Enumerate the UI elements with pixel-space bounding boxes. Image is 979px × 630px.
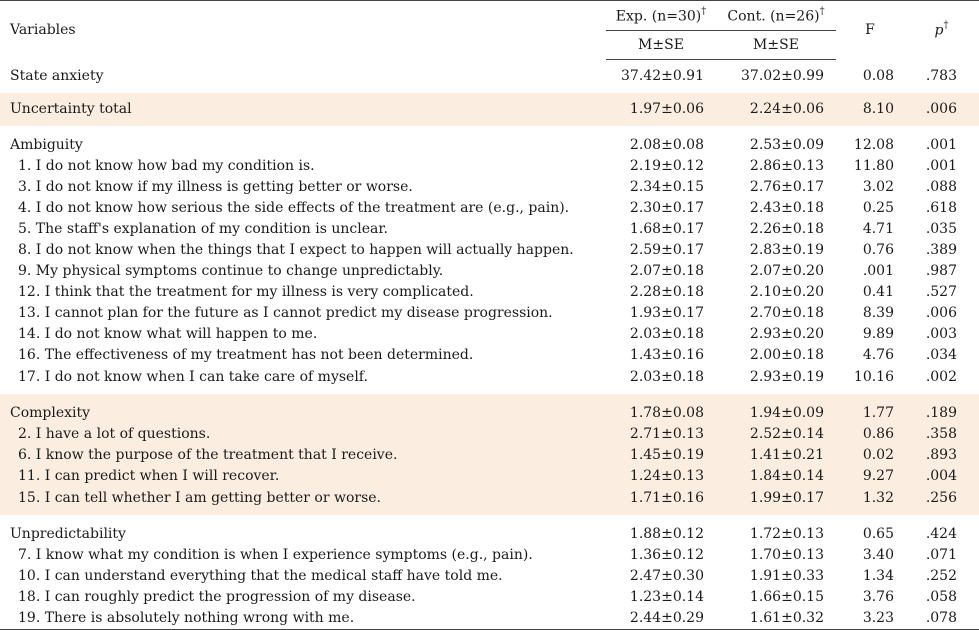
cell-cont: 1.72±0.13 [749, 525, 824, 542]
cell-label: 3. I do not know if my illness is getting better or worse. [18, 179, 413, 195]
cell-p: .987 [925, 263, 957, 279]
cell-exp: 2.30±0.17 [629, 200, 704, 216]
cell-f: 3.76 [862, 589, 894, 605]
row-item [0, 177, 979, 198]
cell-label: State anxiety [10, 68, 104, 84]
cell-cont: 2.10±0.20 [749, 284, 824, 300]
row-item [0, 156, 979, 177]
cell-label: 11. I can predict when I will recover. [0, 466, 606, 487]
cell-f: 11.80 [853, 158, 894, 174]
cell-label: 7. I know what my condition is when I experience symptoms (e.g., pain). [18, 547, 533, 563]
cell-p: .001 [925, 158, 957, 174]
row-item [0, 545, 979, 566]
cell-cont: 1.94±0.09 [716, 394, 836, 424]
row-uncertainty-total [0, 93, 979, 126]
cell-f: 3.02 [862, 179, 894, 195]
cell-f: 10.16 [853, 368, 894, 385]
row-group-complexity [0, 394, 979, 424]
row-item [0, 566, 979, 587]
cell-cont: 2.52±0.14 [716, 424, 836, 445]
cell-cont: 2.93±0.19 [749, 368, 824, 385]
cell-exp: 1.43±0.16 [629, 347, 704, 363]
cell-label: 2. I have a lot of questions. [0, 424, 606, 445]
cell-p: .783 [925, 68, 957, 84]
cell-label: 1. I do not know how bad my condition is. [18, 158, 315, 174]
row-item [0, 345, 979, 366]
cell-exp: 2.07±0.18 [629, 263, 704, 279]
cell-exp: 37.42±0.91 [621, 68, 704, 85]
cell-label: 5. The staff's explanation of my condition is unclear. [18, 221, 388, 237]
row-group-unpredictability [0, 515, 979, 545]
cell-cont: 2.00±0.18 [749, 347, 824, 363]
cell-label: Ambiguity [10, 136, 83, 153]
cell-label: Unpredictability [10, 525, 126, 542]
cell-f: 0.86 [836, 424, 904, 445]
cell-p: .088 [925, 179, 957, 195]
cell-cont: 1.41±0.21 [716, 445, 836, 466]
cell-exp: 2.34±0.15 [629, 179, 704, 195]
cell-p: .006 [904, 93, 979, 126]
cell-exp: 1.78±0.08 [606, 394, 716, 424]
cell-label: 18. I can roughly predict the progression of my disease. [18, 589, 416, 605]
cell-p: .001 [925, 136, 957, 153]
cell-p: .058 [925, 589, 957, 605]
row-item [0, 240, 979, 261]
cell-exp: 1.88±0.12 [629, 525, 704, 542]
header-cont: Cont. (n=26)† [716, 1, 836, 31]
cell-f: 9.89 [862, 326, 894, 342]
cell-cont: 2.24±0.06 [716, 93, 836, 126]
cell-exp: 1.23±0.14 [629, 589, 704, 605]
cell-p: .618 [925, 200, 957, 216]
cell-p: .035 [925, 221, 957, 237]
cell-label: 12. I think that the treatment for my illness is very complicated. [18, 284, 474, 300]
cell-cont: 2.43±0.18 [749, 200, 824, 216]
cell-exp: 2.44±0.29 [606, 608, 716, 630]
row-item [0, 324, 979, 345]
cell-p: .006 [925, 305, 957, 321]
row-item [0, 587, 979, 608]
cell-exp: 2.47±0.30 [629, 568, 704, 584]
row-item [0, 198, 979, 219]
cell-label: 10. I can understand everything that the medical staff have told me. [18, 568, 503, 584]
header-cont-ms: M±SE [716, 31, 836, 60]
cell-cont: 2.83±0.19 [749, 242, 824, 258]
cell-exp: 1.24±0.13 [606, 466, 716, 487]
cell-cont: 2.76±0.17 [749, 179, 824, 195]
table-body [0, 60, 979, 630]
cell-f: 1.32 [836, 487, 904, 509]
cell-f: 0.76 [862, 242, 894, 258]
cell-f: 9.27 [836, 466, 904, 487]
cell-f: 1.77 [836, 394, 904, 424]
cell-cont: 1.66±0.15 [749, 589, 824, 605]
cell-cont: 1.70±0.13 [749, 547, 824, 563]
cell-exp: 2.28±0.18 [629, 284, 704, 300]
header-exp: Exp. (n=30)† [606, 1, 716, 31]
cell-f: 3.23 [836, 608, 904, 630]
cell-f: .001 [862, 263, 894, 279]
row-item [0, 608, 979, 630]
cell-cont: 37.02±0.99 [741, 68, 824, 85]
cell-p: .527 [925, 284, 957, 300]
cell-label: 9. My physical symptoms continue to change unpredictably. [18, 263, 444, 279]
cell-p: .078 [904, 608, 979, 630]
cell-p: .893 [904, 445, 979, 466]
cell-cont: 1.61±0.32 [716, 608, 836, 630]
cell-f: 1.34 [862, 568, 894, 584]
cell-exp: 2.19±0.12 [629, 158, 704, 174]
cell-exp: 1.93±0.17 [629, 305, 704, 321]
cell-label: 15. I can tell whether I am getting better or worse. [0, 487, 606, 509]
row-item [0, 466, 979, 487]
cell-exp: 1.71±0.16 [606, 487, 716, 509]
cell-p: .004 [904, 466, 979, 487]
row-item [0, 261, 979, 282]
cell-exp: 2.03±0.18 [629, 326, 704, 342]
header-f: F [836, 1, 904, 60]
cell-f: 4.76 [862, 347, 894, 363]
cell-f: 3.40 [862, 547, 894, 563]
cell-exp: 2.03±0.18 [629, 368, 704, 385]
cell-exp: 2.71±0.13 [606, 424, 716, 445]
row-item [0, 303, 979, 324]
cell-cont: 2.70±0.18 [749, 305, 824, 321]
row-item [0, 366, 979, 388]
row-item [0, 282, 979, 303]
cell-label: 17. I do not know when I can take care of myself. [18, 368, 368, 385]
cell-f: 0.41 [862, 284, 894, 300]
cell-cont: 1.99±0.17 [716, 487, 836, 509]
header-exp-ms: M±SE [606, 31, 716, 60]
header-p: p† [904, 1, 979, 60]
cell-exp: 1.68±0.17 [629, 221, 704, 237]
cell-label: 8. I do not know when the things that I expect to happen will actually happen. [18, 242, 574, 258]
cell-f: 0.65 [862, 525, 894, 542]
cell-exp: 1.36±0.12 [629, 547, 704, 563]
cell-p: .034 [925, 347, 957, 363]
cell-f: 0.08 [862, 68, 894, 84]
row-item [0, 219, 979, 240]
cell-p: .389 [925, 242, 957, 258]
cell-f: 0.02 [836, 445, 904, 466]
row-item [0, 445, 979, 466]
cell-cont: 1.84±0.14 [716, 466, 836, 487]
cell-cont: 2.86±0.13 [749, 158, 824, 174]
cell-f: 12.08 [853, 136, 894, 153]
row-state-anxiety [0, 60, 979, 93]
cell-exp: 2.08±0.08 [629, 136, 704, 153]
cell-p: .256 [904, 487, 979, 509]
cell-label: 13. I cannot plan for the future as I cannot predict my disease progression. [18, 305, 553, 321]
cell-label: 19. There is absolutely nothing wrong with me. [0, 608, 606, 630]
cell-exp: 2.59±0.17 [629, 242, 704, 258]
cell-p: .424 [925, 525, 957, 542]
cell-label: Complexity [0, 394, 606, 424]
cell-f: 8.39 [862, 305, 894, 321]
cell-f: 8.10 [836, 93, 904, 126]
cell-p: .003 [925, 326, 957, 342]
cell-p: .358 [904, 424, 979, 445]
cell-label: 4. I do not know how serious the side effects of the treatment are (e.g., pain). [18, 200, 570, 216]
cell-label: 16. The effectiveness of my treatment has not been determined. [18, 347, 474, 363]
row-item [0, 487, 979, 509]
cell-label: Uncertainty total [0, 93, 606, 126]
cell-cont: 1.91±0.33 [749, 568, 824, 584]
cell-f: 0.25 [862, 200, 894, 216]
cell-exp: 1.45±0.19 [606, 445, 716, 466]
cell-cont: 2.07±0.20 [749, 263, 824, 279]
cell-cont: 2.93±0.20 [749, 326, 824, 342]
cell-exp: 1.97±0.06 [606, 93, 716, 126]
cell-p: .252 [925, 568, 957, 584]
cell-label: 6. I know the purpose of the treatment that I receive. [0, 445, 606, 466]
cell-p: .002 [925, 368, 957, 385]
cell-label: 14. I do not know what will happen to me. [18, 326, 318, 342]
cell-p: .071 [925, 547, 957, 563]
cell-p: .189 [904, 394, 979, 424]
header-variables: Variables [0, 1, 606, 60]
cell-f: 4.71 [862, 221, 894, 237]
row-group-ambiguity [0, 126, 979, 156]
row-item [0, 424, 979, 445]
cell-cont: 2.26±0.18 [749, 221, 824, 237]
cell-cont: 2.53±0.09 [749, 136, 824, 153]
